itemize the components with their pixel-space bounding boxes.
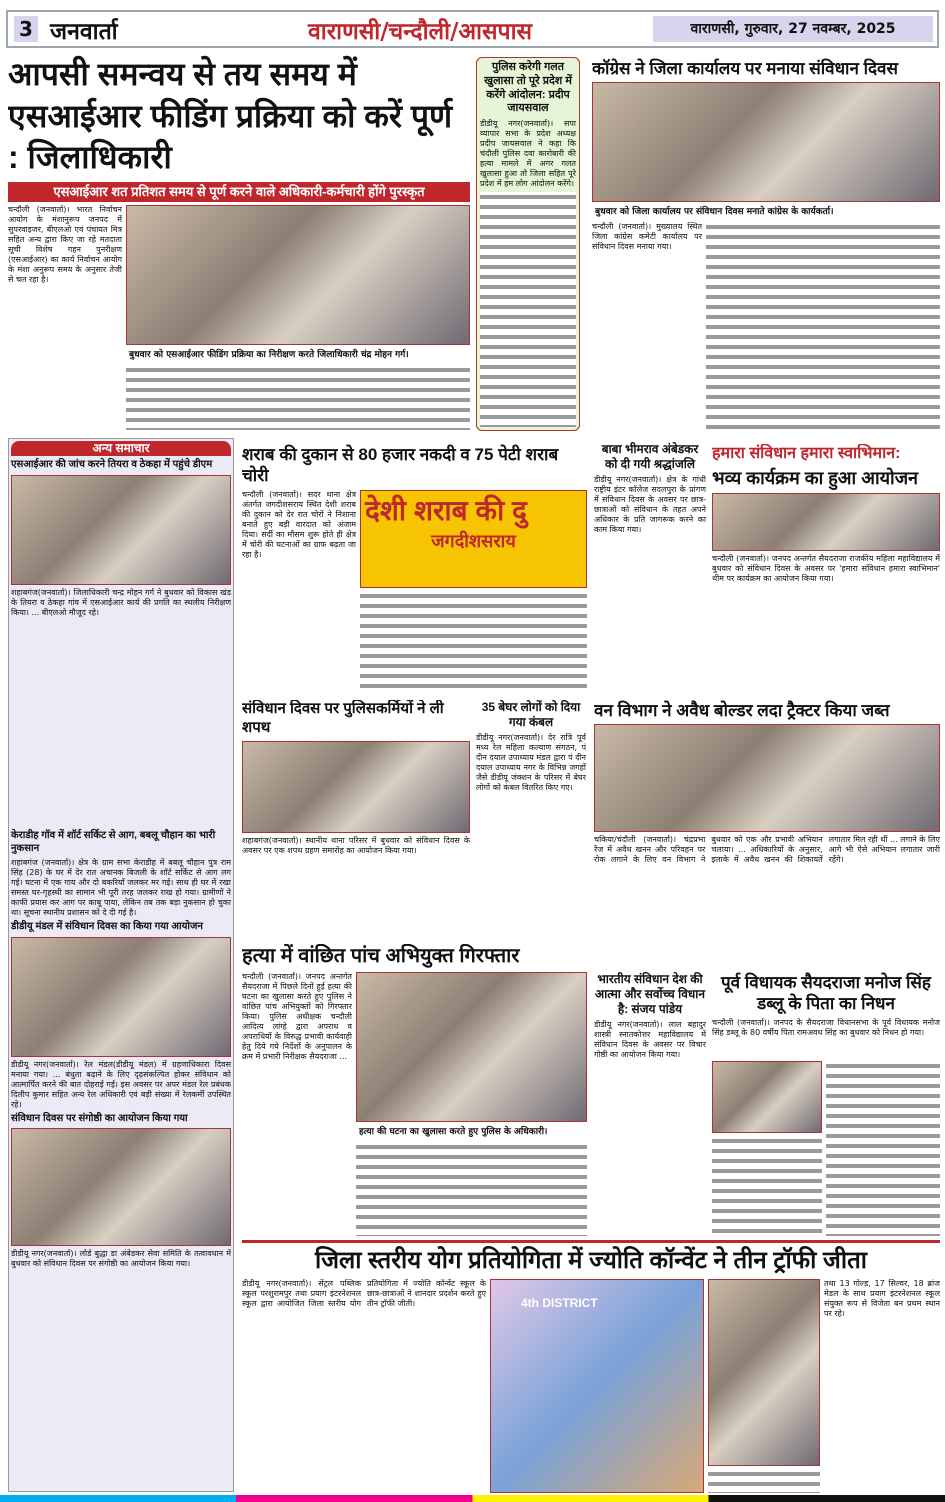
murder-story	[242, 944, 587, 1236]
congress-headline: कॉग्रेस ने जिला कार्यालय पर मनाया संविधान दिवस	[592, 59, 898, 78]
sidebar-item-headline: संविधान दिवस पर संगोष्ठी का आयोजन किया गया	[11, 1112, 188, 1124]
paper-name: जनवार्ता	[50, 19, 118, 45]
sidebar-item-body: शहाबगंज(जनवार्ता)। जिलाधिकारी चन्द्र मोहन गर्ग ने बुधवार को विकास खंड के तियरा व ठेकहा गांव में एसआईआर कार्य की प्रगति का स्थलीय निरीक्षण किया। ... बीएलओ मौजूद रहे।	[11, 587, 231, 617]
police-box	[476, 57, 580, 431]
swabhiman-photo	[712, 493, 940, 551]
lead-body: चन्दौली (जनवार्ता)। भारत निर्वाचन आयोग के मंशानुरूप जनपद में सुपरवाइजर, बीएलओ एवं पंचायत मित्र सहित अन्य द्वारा किए जा रहे मतदाता सूची विशेष गहन पुनरीक्षण (एसआईआर) का कार्य निर्वाचन आयोग के मंशा अनुरूप समय के अनुसार तेजी से चल रहा है।	[8, 204, 122, 284]
sidebar-other-news	[8, 438, 234, 1492]
liquor-story	[242, 444, 587, 690]
page-header	[6, 10, 939, 48]
swabhiman-headline-red: हमारा संविधान हमारा स्वाभिमान:	[712, 445, 901, 462]
swabhiman-body: चन्दौली (जनवार्ता)। जनपद अन्तर्गत सैयदराजा राजकीय महिला महाविद्यालय में बुधवार को संविधान दिवस के अवसर पर 'हमारा संविधान हमारा स्वाभिमान' थीम पर कार्यक्रम का आयोजन किया गया।	[712, 553, 940, 583]
sidebar-item-headline: एसआईआर की जांच करने तियरा व ठेकहा में पहुंचे डीएम	[11, 459, 213, 470]
police-oath-body: शहाबगंज(जनवार्ता)। स्थानीय थाना परिसर में बुधवार को संविधान दिवस के अवसर पर एक शपथ ग्रहण समारोह का आयोजन किया गया।	[242, 835, 470, 855]
forest-body: चकिया/चंदौली (जनवार्ता)। चंद्रप्रभा रेंज में अवैध खनन और परिवहन पर रोक लगाने के लिए वन विभाग ने बुधवार को एक और प्रभावी अभियान चलाया। ... अधिकारियों के अनुसार, इलाके में अवैध खनन की शिकायतें लगातार मिल रही थीं ... लगाने के लिए आगे भी ऐसे अभियान लगातार जारी रहेंगे।	[594, 835, 940, 865]
police-oath-headline: संविधान दिवस पर पुलिसकर्मियों ने ली शपथ	[242, 700, 444, 736]
congress-body-columns	[706, 222, 940, 430]
blankets-body: डीडीयू नगर(जनवार्ता)। देर रात्रि पूर्व मध्य रेल महिला कल्याण संगठन, पं दीन दयाल उपाध्याय मंडल द्वारा पं दीन दयाल उपाध्याय नगर के विभिन्न जगहों जैसे डीडीयू जंक्शन के परिसर में बेघर लोगों को कंबल वितरित किए गए।	[476, 733, 586, 792]
police-box-body: डीडीयू नगर(जनवार्ता)। सपा व्यापार सभा के प्रदेश अध्यक्ष प्रदीप जायसवाल ने कहा कि चंदौली पुलिस दवा कारोबारी की हत्या मामले में अगर गलत खुलासा हुआ तो जिला सहित पूरे प्रदेश में हम लोग आंदोलन करेंगे।	[480, 119, 576, 188]
ambedkar-story	[594, 442, 706, 690]
forest-story	[594, 700, 940, 936]
murder-photo	[356, 972, 587, 1122]
yoga-body-2: तथा 13 गोल्ड, 17 सिल्वर, 18 ब्रांज मेडल के साथ प्रयाग इंटरनेशनल स्कूल संयुक्त रूप से विजेता बन प्रथम स्थान पर रहे।	[824, 1279, 940, 1318]
murder-body-columns	[356, 1142, 587, 1236]
lead-story	[8, 54, 470, 430]
congress-story	[592, 58, 940, 430]
constitution-body: डीडीयू नगर(जनवार्ता)। लाल बहादुर शास्त्री स्नातकोत्तर महाविद्यालय में संविधान दिवस के अवसर पर विचार गोष्ठी का आयोजन किया गया।	[594, 1020, 706, 1059]
lead-caption: बुधवार को एसआईआर फीडिंग प्रक्रिया का निरीक्षण करते जिलाधिकारी चंद्र मोहन गर्ग।	[126, 348, 470, 362]
constitution-story	[594, 972, 706, 1236]
sidebar-photo	[11, 1128, 231, 1246]
sidebar-photo	[11, 937, 231, 1057]
liquor-headline: शराब की दुकान से 80 हजार नकदी व 75 पेटी शराब चोरी	[242, 445, 559, 486]
police-oath-photo	[242, 741, 470, 833]
print-color-bar	[0, 1495, 945, 1502]
police-box-body-lines	[480, 192, 576, 427]
shop-sign-location: जगदीशसराय	[431, 530, 516, 551]
blankets-story	[476, 700, 586, 936]
obituary-body-columns-2	[712, 1136, 822, 1237]
liquor-shop-photo	[360, 490, 587, 588]
congress-caption: बुधवार को जिला कार्यालय पर संविधान दिवस मनाते कांग्रेस के कार्यकर्ता।	[592, 205, 940, 219]
police-box-headline: पुलिस करेगी गलत खुलासा तो पूरे प्रदेश में करेंगे आंदोलन: प्रदीप जायसवाल	[484, 61, 572, 115]
yoga-body-columns	[708, 1469, 820, 1493]
liquor-body-columns	[360, 591, 587, 691]
swabhiman-story	[712, 444, 940, 690]
obituary-body: चन्दौली (जनवार्ता)। जनपद के सैयदराजा विधानसभा के पूर्व विधायक मनोज सिंह डब्लू के 80 वर्षीय पिता रामअवध सिंह का बुधवार को निधन हो गया।	[712, 1017, 940, 1037]
yoga-story	[242, 1240, 940, 1493]
sidebar-photo	[11, 475, 231, 585]
sidebar-item-body: डीडीयू नगर(जनवार्ता)। लोर्ड बुद्धा डा अंबेडकर सेवा समिति के तत्वावधान में बुधवार को संविधान दिवस पर संगोष्ठी का आयोजन किया गया।	[11, 1249, 231, 1269]
liquor-body: चन्दौली (जनवार्ता)। सदर थाना क्षेत्र अंतर्गत जगदीशसराय स्थित देशी शराब की दुकान को देर रात चोरों ने निशाना बनाते हुए बड़ी वारदात को अंजाम दिया। सर्दी का मौसम शुरू होते ही क्षेत्र में चोरी की घटनाओं का ग्राफ बढ़ता जा रहा है।	[242, 489, 356, 559]
ambedkar-body: डीडीयू नगर(जनवार्ता)। क्षेत्र के गांधी राष्ट्रीय इंटर कॉलेज सदलपुरा के प्रांगण में संविधान दिवस के अवसर पर छात्र-छात्राओं को संविधान के तहत अपने अधिकार के प्रति जागरूक करने का काम किया गया।	[594, 475, 706, 534]
congress-body: चन्दौली (जनवार्ता)। मुख्यालय स्थित जिला कांग्रेस कमेटी कार्यालय पर संविधान दिवस मनाया गया।	[592, 222, 702, 252]
section-title: वाराणसी/चन्दौली/आसपास	[308, 19, 533, 45]
sidebar-item-body: शहाबगंज (जनवार्ता)। क्षेत्र के ग्राम सभा केराडीह में बबलू चौहान पुत्र राम सिंह (28) के घर में देर रात अचानक बिजली के शॉर्ट सर्किट से आग लग गई। घटना में एक गाय और दो बकरियाँ जलकर मर गई। साथ ही घर में रखा समस्त घर-गृहस्थी का सामान भी पूरी तरह जलकर राख हो गया। ग्रामीणों ने काफी प्रयास कर आग पर काबू पाया, लेकिन तब तक बड़ा नुकसान हो चुका था। सूचना स्थानीय प्रशासन को दे दी गई है।	[11, 858, 231, 918]
sidebar-item-body: डीडीयू नगर(जनवार्ता)। रेल मंडल(डीडीयू मंडल) में ग्रहणाधिकारा दिवस मनाया गया। ... बंधुता बढ़ाने के लिए दृढ़संकल्पित होकर संविधान को आत्मार्पित करने की बात दोहराई गई। इस अवसर पर अपर मंडल रेल प्रबंधक दिलीप कुमार सहित अन्य रेल अधिकारी एवं बड़ी संख्या में रेलकर्मी उपस्थित रहे।	[11, 1059, 231, 1109]
yoga-body: डीडीयू नगर(जनवार्ता)। सेंट्रल पब्लिक स्कूल परशुरामपुर तथा प्रयाग इंटरनेशनल स्कूल द्वारा आयोजित जिला स्तरीय योग प्रतियोगिता में ज्योति कॉन्वेंट स्कूल के छात्र-छात्राओं ने शानदार प्रदर्शन करते हुए तीन ट्रॉफी जीती।	[242, 1279, 486, 1308]
constitution-headline: भारतीय संविधान देश की आत्मा और सर्वोच्च विधान है: संजय पांडेय	[594, 972, 706, 1016]
blankets-headline: 35 बेघर लोगों को दिया गया कंबल	[481, 700, 581, 729]
yoga-photo-2	[708, 1279, 820, 1466]
lead-headline: आपसी समन्वय से तय समय में एसआईआर फीडिंग प्रक्रिया को करें पूर्ण : जिलाधिकारी	[8, 56, 453, 176]
murder-body: चन्दौली (जनवार्ता)। जनपद अन्तर्गत सैयदराजा में पिछले दिनों हुई हत्या की घटना का खुलासा करते हुए पुलिस ने वांछित पांच अभियुक्तों को गिरफ्तार किया। पुलिस अधीक्षक चन्दौली आदित्य लांग्हे द्वारा अपराध व अपराधियों के विरुद्ध प्रभावी कार्यवाही हेतु दिये गये निर्देशों के अनुपालन के क्रम में प्रभारी निरीक्षक सैयदराजा ...	[242, 972, 352, 1061]
lead-body-columns	[126, 365, 470, 430]
yoga-banner: 4th DISTRICT	[521, 1296, 598, 1310]
lead-subhead: एसआईआर शत प्रतिशत समय से पूर्ण करने वाले अधिकारी-कर्मचारी होंगे पुरस्कृत	[8, 182, 470, 202]
yoga-headline: जिला स्तरीय योग प्रतियोगिता में ज्योति कॉन्वेंट ने तीन ट्रॉफी जीता	[315, 1247, 867, 1274]
murder-headline: हत्या में वांछित पांच अभियुक्त गिरफ्तार	[242, 945, 520, 967]
dateline: वाराणसी, गुरुवार, 27 नवम्बर, 2025	[653, 16, 933, 42]
sidebar-title: अन्य समाचार	[11, 441, 231, 456]
swabhiman-headline: भव्य कार्यक्रम का हुआ आयोजन	[712, 468, 919, 488]
obituary-photo	[712, 1061, 822, 1133]
sidebar-item-headline: केराडीह गॉव में शॉर्ट सर्किट से आग, बबलू चौहान का भारी नुकसान	[11, 830, 216, 854]
lead-photo	[126, 205, 470, 346]
forest-headline: वन विभाग ने अवैध बोल्डर लदा ट्रैक्टर किया जब्त	[594, 701, 890, 720]
congress-photo	[592, 82, 940, 202]
obituary-headline: पूर्व विधायक सैयदराजा मनोज सिंह डब्लू के पिता का निधन	[721, 973, 931, 1014]
shop-sign: देशी शराब की दु	[365, 494, 527, 526]
obituary-body-columns	[826, 1061, 940, 1237]
forest-photo	[594, 724, 940, 832]
police-oath-story	[242, 700, 470, 936]
yoga-photo	[490, 1279, 704, 1493]
sidebar-item-headline: डीडीयू मंडल में संविधान दिवस का किया गया आयोजन	[11, 921, 203, 933]
yoga-divider	[242, 1240, 940, 1243]
murder-caption: हत्या की घटना का खुलासा करते हुए पुलिस के अधिकारी।	[356, 1125, 587, 1139]
page-number: 3	[14, 16, 38, 42]
obituary-story	[712, 972, 940, 1236]
ambedkar-headline: बाबा भीमराव अंबेडकर को दी गयी श्रद्धांजलि	[601, 442, 699, 471]
